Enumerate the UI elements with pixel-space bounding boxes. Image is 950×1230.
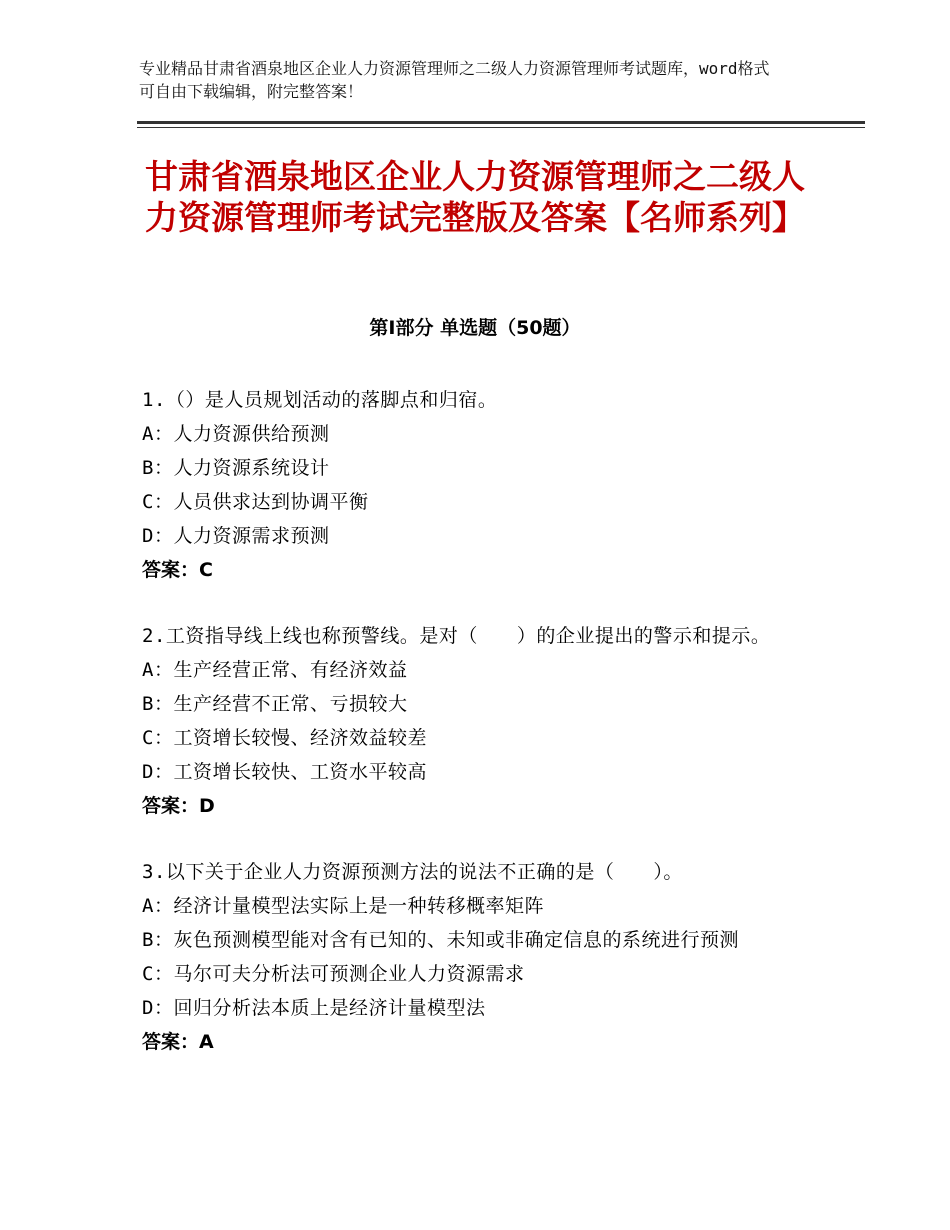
option-c: C：工资增长较慢、经济效益较差 xyxy=(142,727,427,749)
question-2 xyxy=(142,619,822,823)
option-c: C：马尔可夫分析法可预测企业人力资源需求 xyxy=(142,963,525,985)
question-3 xyxy=(142,855,822,1059)
header-rule-thin xyxy=(137,127,865,128)
question-stem: 2.工资指导线上线也称预警线。是对（ ）的企业提出的警示和提示。 xyxy=(142,625,771,647)
answer: 答案：A xyxy=(142,1031,214,1053)
header-rule-thick xyxy=(137,121,865,124)
section-title: 第Ⅰ部分 单选题（50题） xyxy=(369,317,581,339)
question-list xyxy=(142,383,822,1091)
option-d: D：回归分析法本质上是经济计量模型法 xyxy=(142,997,486,1019)
option-a: A：生产经营正常、有经济效益 xyxy=(142,659,408,681)
option-c: C：人员供求达到协调平衡 xyxy=(142,491,369,513)
document-title: 甘肃省酒泉地区企业人力资源管理师之二级人力资源管理师考试完整版及答案【名师系列】 xyxy=(145,157,805,237)
question-stem: 1.（）是人员规划活动的落脚点和归宿。 xyxy=(142,389,498,411)
question-1 xyxy=(142,383,822,587)
option-a: A：经济计量模型法实际上是一种转移概率矩阵 xyxy=(142,895,544,917)
question-stem: 3.以下关于企业人力资源预测方法的说法不正确的是（ ）。 xyxy=(142,861,683,883)
answer: 答案：D xyxy=(142,795,215,817)
option-b: B：人力资源系统设计 xyxy=(142,457,330,479)
answer: 答案：C xyxy=(142,559,213,581)
option-d: D：工资增长较快、工资水平较高 xyxy=(142,761,427,783)
option-b: B：生产经营不正常、亏损较大 xyxy=(142,693,408,715)
option-d: D：人力资源需求预测 xyxy=(142,525,330,547)
option-b: B：灰色预测模型能对含有已知的、未知或非确定信息的系统进行预测 xyxy=(142,929,739,951)
header-note: 专业精品甘肃省酒泉地区企业人力资源管理师之二级人力资源管理师考试题库，word格式可自由下载编辑，附完整答案！ xyxy=(139,59,770,101)
option-a: A：人力资源供给预测 xyxy=(142,423,330,445)
